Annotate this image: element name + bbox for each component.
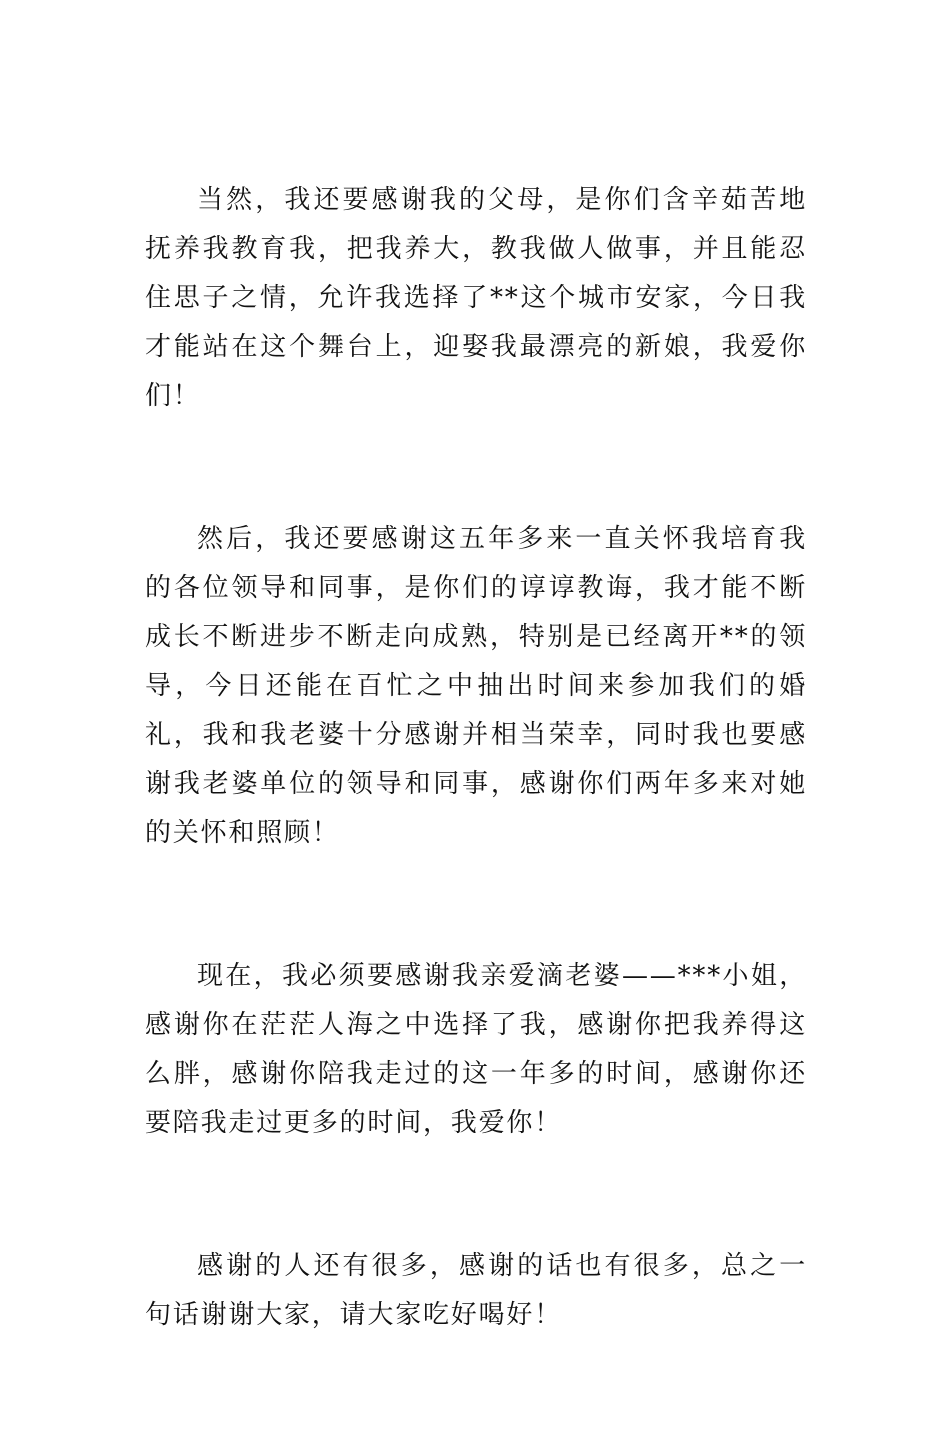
- paragraph-thanks-leaders: 然后，我还要感谢这五年多来一直关怀我培育我的各位领导和同事，是你们的谆谆教诲，我才能不断成长不断进步不断走向成熟，特别是已经离开**的领导，今日还能在百忙之中抽出时间来参加我们的婚礼，我和我老婆十分感谢并相当荣幸，同时我也要感谢我老婆单位的领导和同事，感谢你们两年多来对她的关怀和照顾！: [145, 524, 807, 848]
- paragraph-thanks-wife: 现在，我必须要感谢我亲爱滴老婆——***小姐，感谢你在茫茫人海之中选择了我，感谢你把我养得这么胖，感谢你陪我走过的这一年多的时间，感谢你还要陪我走过更多的时间，我爱你！: [145, 961, 807, 1138]
- paragraph-closing: 感谢的人还有很多，感谢的话也有很多，总之一句话谢谢大家，请大家吃好喝好！: [145, 1251, 807, 1330]
- document-body: [145, 176, 807, 1434]
- paragraph-thanks-parents: 当然，我还要感谢我的父母，是你们含辛茹苦地抚养我教育我，把我养大，教我做人做事，并且能忍住思子之情，允许我选择了**这个城市安家，今日我才能站在这个舞台上，迎娶我最漂亮的新娘，我爱你们！: [145, 185, 807, 411]
